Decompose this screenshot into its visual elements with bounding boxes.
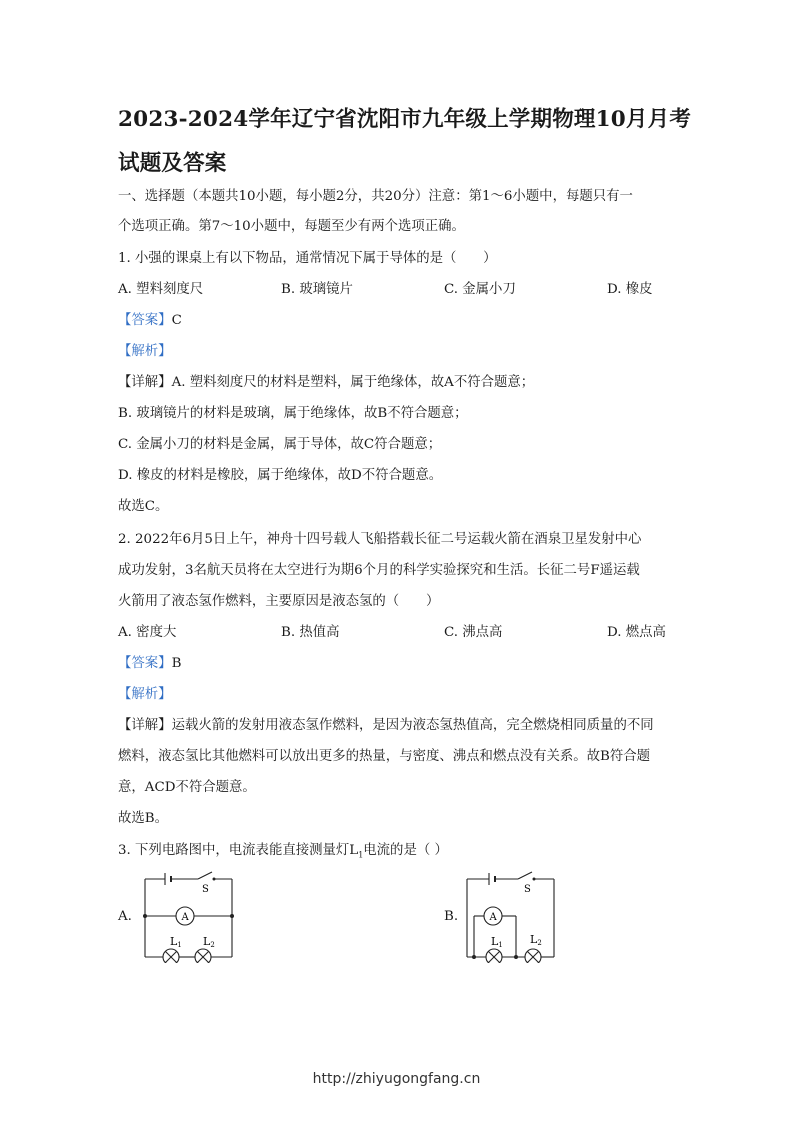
q1-stem: 1. 小强的课桌上有以下物品，通常情况下属于导体的是（ ） xyxy=(118,251,497,266)
ammeter-label: A xyxy=(489,912,497,923)
q1-detail-line-3: C. 金属小刀的材料是金属，属于导体，故C符合题意； xyxy=(118,437,442,452)
circuit-diagram-a xyxy=(140,868,240,963)
q2-option-c: C. 沸点高 xyxy=(444,625,503,640)
answer-tag: 【答案】 xyxy=(118,656,172,671)
q2-stem-line-3: 火箭用了液态氢作燃料，主要原因是液态氢的（ ） xyxy=(118,594,440,609)
lamp-icon xyxy=(195,949,211,963)
q3-stem-sub: 1 xyxy=(358,850,364,860)
lamp-icon xyxy=(486,949,502,963)
q2-detail-line-3: 意，ACD不符合题意。 xyxy=(118,780,256,795)
q1-conclusion: 故选C。 xyxy=(118,499,169,514)
q3-stem-pre: 3. 下列电路图中，电流表能直接测量灯L xyxy=(118,843,359,858)
q2-detail-text-1: 运载火箭的发射用液态氢作燃料，是因为液态氢热值高，完全燃烧相同质量的不同 xyxy=(171,718,654,733)
q1-detail-line-2: B. 玻璃镜片的材料是玻璃，属于绝缘体，故B不符合题意； xyxy=(118,406,468,421)
q2-detail-line-1 xyxy=(118,716,654,736)
page-title: 2023-2024学年辽宁省沈阳市九年级上学期物理10月月考试题及答案 xyxy=(118,107,692,176)
ammeter-icon xyxy=(176,907,194,925)
section-intro-line-1: 一、选择题（本题共10小题，每小题2分，共20分）注意：第1～6小题中，每题只有一 xyxy=(118,189,633,204)
ammeter-icon xyxy=(484,907,502,925)
circuit-diagram-b xyxy=(462,868,562,963)
q1-option-d: D. 橡皮 xyxy=(607,282,653,297)
q2-answer-line xyxy=(118,654,181,674)
q2-detail-line-2: 燃料，液态氢比其他燃料可以放出更多的热量，与密度、沸点和燃点没有关系。故B符合题 xyxy=(118,749,651,764)
q3-option-b-label: B. xyxy=(444,909,459,924)
detail-tag: 【详解】 xyxy=(118,718,172,733)
q2-stem-line-1: 2. 2022年6月5日上午，神舟十四号载人飞船搭载长征二号运载火箭在酒泉卫星发射中心 xyxy=(118,532,642,547)
lamp2-label: L2 xyxy=(203,935,215,949)
switch-label: S xyxy=(202,884,209,895)
q2-option-a: A. 密度大 xyxy=(118,625,177,640)
q1-answer: C xyxy=(171,313,182,328)
q1-analysis-tag: 【解析】 xyxy=(118,344,172,359)
q1-detail-line-1 xyxy=(118,373,534,393)
q3-stem xyxy=(118,841,448,866)
q1-detail-text-1: A. 塑料刻度尺的材料是塑料，属于绝缘体，故A不符合题意； xyxy=(171,375,535,390)
lamp2-label: L2 xyxy=(530,933,542,947)
section-intro-line-2: 个选项正确。第7～10小题中，每题至少有两个选项正确。 xyxy=(118,219,465,234)
q1-option-b: B. 玻璃镜片 xyxy=(281,282,353,297)
q2-stem-line-2: 成功发射，3名航天员将在太空进行为期6个月的科学实验探究和生活。长征二号F遥运载 xyxy=(118,563,640,578)
switch-label: S xyxy=(524,884,531,895)
ammeter-label: A xyxy=(181,912,189,923)
lamp1-label: L1 xyxy=(491,935,503,949)
q1-detail-line-4: D. 橡皮的材料是橡胶，属于绝缘体，故D不符合题意。 xyxy=(118,468,443,483)
q1-option-c: C. 金属小刀 xyxy=(444,282,516,297)
q2-option-d: D. 燃点高 xyxy=(607,625,666,640)
q2-conclusion: 故选B。 xyxy=(118,811,169,826)
lamp-icon xyxy=(525,949,541,963)
lamp1-label: L1 xyxy=(170,935,182,949)
q2-option-b: B. 热值高 xyxy=(281,625,340,640)
q3-option-a-label: A. xyxy=(118,909,132,924)
lamp-icon xyxy=(163,949,179,963)
q1-option-a: A. 塑料刻度尺 xyxy=(118,282,204,297)
footer-url[interactable]: http://zhiyugongfang.cn xyxy=(312,1071,481,1087)
q1-answer-line xyxy=(118,311,182,331)
q3-stem-post: 电流的是（ ） xyxy=(363,843,448,858)
answer-tag: 【答案】 xyxy=(118,313,172,328)
q2-analysis-tag: 【解析】 xyxy=(118,687,172,702)
q2-answer: B xyxy=(171,656,182,671)
detail-tag: 【详解】 xyxy=(118,375,172,390)
